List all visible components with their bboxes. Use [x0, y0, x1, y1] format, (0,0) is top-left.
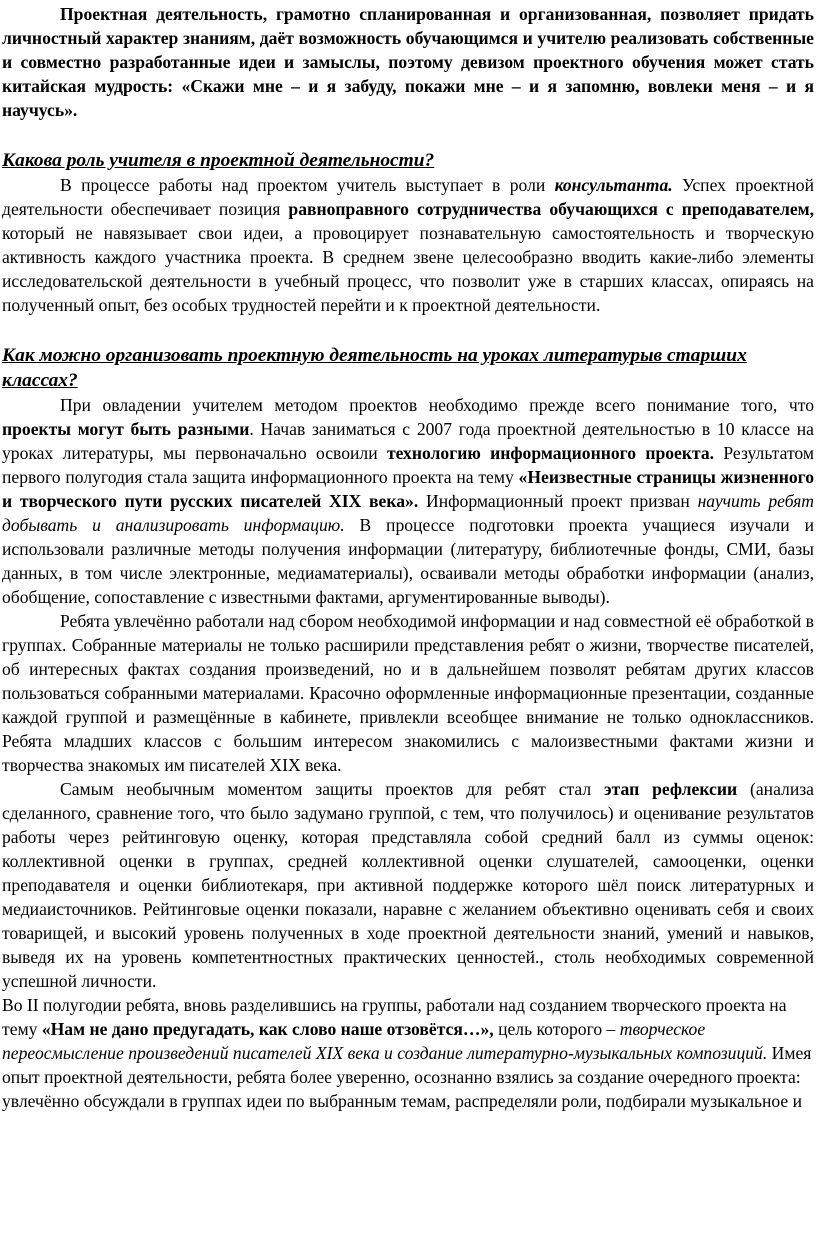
text-run-bold: «Нам не дано предугадать, как слово наше отзовётся…»,: [41, 1019, 494, 1039]
section-heading-organization: Как можно организовать проектную деятельность на уроках литературыв старших классах?: [2, 345, 747, 391]
spacer: [2, 122, 814, 148]
text-run: Успех проектной деятельности обеспечивает позиция: [2, 175, 814, 219]
text-run: Имея опыт проектной деятельности, ребята более уверенно, осознанно взялись за создание очередного проекта: увлечённо обсуждали в группах идеи по выбранным темам, распределяли роли, подбирали музыкальное и: [2, 1043, 812, 1111]
text-run: Во II полугодии ребята, вновь разделившись на группы, работали над созданием творческого проекта на тему: [2, 995, 787, 1039]
text-run: (анализа сделанного, сравнение того, что было задумано группой, с тем, что получилось) и оценивание результатов работы через рейтинговую оценку, которая представляла собой средний балл из суммы оценок: коллективной оценки в группах, средней коллективной оценки слушателей, самооценки, оценки преподавателя и оценки библиотекаря, при активной поддержке которого шёл поиск литературных и медиаисточников. Рейтинговые оценки показали, наравне с желанием объективно оценивать себя и своих товарищей, и высокий уровень полученных в ходе проектной деятельности знаний, умений и навыков, выведя их на уровень компетентностных практических ценностей., столь необходимых современной успешной личности.: [2, 779, 814, 991]
text-run-italic: творческое переосмысление произведений писателей XIX века и создание литературно-музыкальных композиций.: [2, 1019, 768, 1063]
text-run-bold: технологию информационного проекта.: [386, 443, 715, 463]
text-run: В процессе подготовки проекта учащиеся изучали и использовали различные методы получения информации (литературу, библиотечные фонды, СМИ, базы данных, в том числе электронные, медиаматериалы), осваивали методы обработки информации (анализ, обобщение, сопоставление с известными фактами, аргументированные выводы).: [2, 515, 814, 607]
text-run-bold-italic: консультанта.: [554, 175, 673, 195]
text-run-bold: «Неизвестные страницы жизненного и творческого пути русских писателей XIX века».: [2, 467, 814, 511]
text-run-bold: проекты могут быть разными: [2, 419, 250, 439]
text-run: который не навязывает свои идеи, а провоцирует познавательную самостоятельность и творческую активность каждого участника проекта. В среднем звене целесообразно вводить какие-либо элементы исследовательской деятельности в учебный процесс, что позволит уже в старших классах, опираясь на полученный опыт, без особых трудностей перейти и к проектной деятельности.: [2, 223, 814, 315]
intro-paragraph: Проектная деятельность, грамотно спланированная и организованная, позволяет придать личностный характер знаниям, даёт возможность обучающимся и учителю реализовать собственные и совместно разработанные идеи и замыслы, поэтому девизом проектного обучения может стать китайская мудрость: «Скажи мне – и я забуду, покажи мне – и я запомню, вовлеки меня – и я научусь».: [2, 4, 814, 120]
text-run-italic: научить ребят добывать и анализировать информацию.: [2, 491, 814, 535]
section-heading-teacher-role: Какова роль учителя в проектной деятельности?: [2, 150, 435, 171]
paragraph-reflection: [2, 777, 814, 993]
text-run-bold: этап рефлексии: [604, 779, 738, 799]
paragraph-information-project: [2, 393, 814, 609]
spacer: [2, 317, 814, 343]
text-run: Результатом первого полугодия стала защита информационного проекта на тему: [2, 443, 814, 487]
text-run: Самым необычным моментом защиты проектов для ребят стал: [60, 779, 605, 799]
text-run: Информационный проект призван: [418, 491, 698, 511]
text-run: цель которого –: [493, 1019, 620, 1039]
text-run: В процессе работы над проектом учитель выступает в роли: [60, 175, 555, 195]
text-run: . Начав заниматься с 2007 года проектной деятельностью в 10 классе на уроках литературы, мы первоначально освоили: [2, 419, 814, 463]
text-run-bold: равноправного сотрудничества обучающихся с преподавателем,: [288, 199, 815, 219]
paragraph-creative-project: [2, 993, 814, 1113]
text-run: При овладении учителем методом проектов необходимо прежде всего понимание того, что: [60, 395, 814, 415]
paragraph-group-work: Ребята увлечённо работали над сбором необходимой информации и над совместной её обработкой в группах. Собранные материалы не только расширили представления ребят о жизни, творчестве писателей, об интересных фактах создания произведений, но и в дальнейшем позволят ребятам других классов пользоваться собранными материалами. Красочно оформленные информационные презентации, созданные каждой группой и размещённые в кабинете, привлекли всеобщее внимание не только одноклассников. Ребята младших классов с большим интересом знакомились с малоизвестными фактами жизни и творчества знакомых им писателей XIX века.: [2, 611, 814, 775]
paragraph-teacher-role: [2, 173, 814, 317]
